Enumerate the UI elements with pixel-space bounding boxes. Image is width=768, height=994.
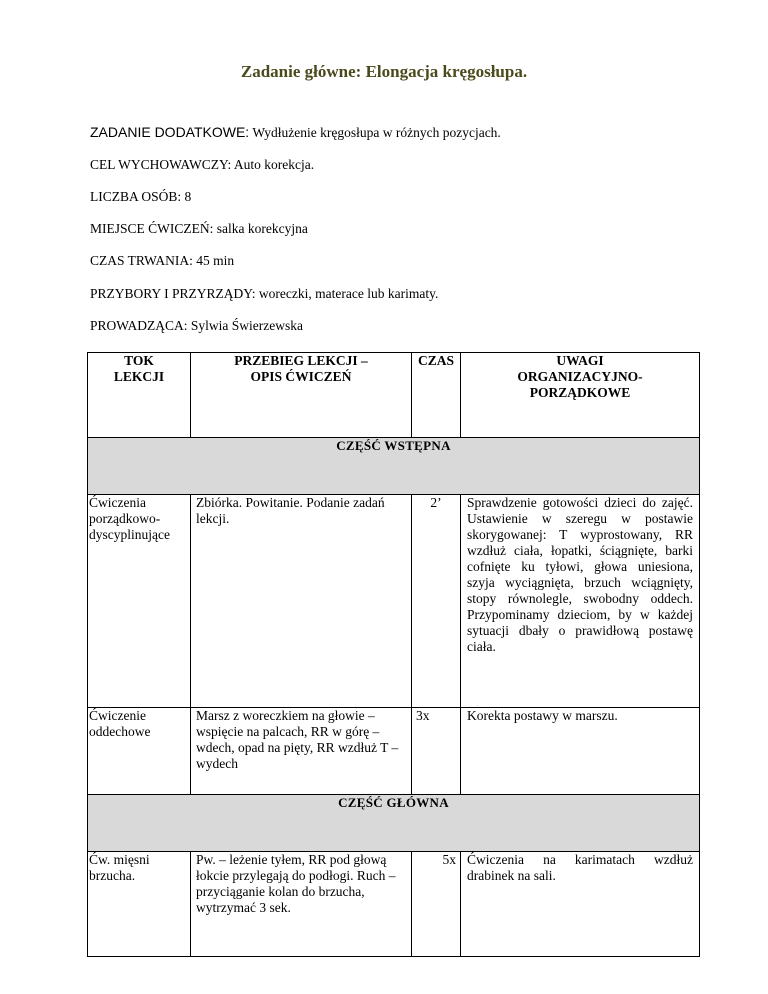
info-prowadzaca: PROWADZĄCA: Sylwia Świerzewska — [90, 318, 303, 333]
table-header-row — [88, 353, 700, 438]
section-main-label: CZĘŚĆ GŁÓWNA — [88, 795, 700, 852]
zadanie-value: Wydłużenie kręgosłupa w różnych pozycjach. — [252, 125, 501, 140]
cell-uwagi: Sprawdzenie gotowości dzieci do zajęć. Ustawienie w szeregu w postawie skorygowanej: T wyprostowany, RR wzdłuż ciała, łopatki, ściągnięte, barki cofnięte ku tyłowi, głowa uniesiona, szyja wyciągnięta, brzuch wciągnięty, stopy równolegle, swobodny oddech. Przypominamy dzieciom, by w każdej sytuacji dbały o prawidłową postawę ciała. — [461, 495, 700, 708]
section-row-intro — [88, 438, 700, 495]
cell-uwagi: Ćwiczenia na karimatach wzdłuż drabinek na sali. — [461, 852, 700, 957]
cell-tok: Ćw. mięsni brzucha. — [88, 852, 191, 957]
info-zadanie-dodatkowe — [90, 124, 501, 141]
zadanie-label: ZADANIE DODATKOWE: — [90, 124, 250, 140]
page-title: Zadanie główne: Elongacja kręgosłupa. — [240, 62, 528, 81]
info-miejsce: MIEJSCE ĆWICZEŃ: salka korekcyjna — [90, 221, 308, 236]
cell-opis: Marsz z woreczkiem na głowie – wspięcie na palcach, RR w górę – wdech, opad na pięty, RR wzdłuż T – wydech — [191, 708, 412, 795]
table-row — [88, 852, 700, 957]
table-row — [88, 495, 700, 708]
header-czas: CZAS — [412, 353, 461, 438]
header-tok: TOK LEKCJI — [88, 353, 191, 438]
lesson-table — [87, 352, 700, 957]
info-liczba: LICZBA OSÓB: 8 — [90, 189, 192, 204]
cell-czas: 3x — [412, 708, 461, 795]
cell-tok: Ćwiczenia porządkowo-dyscyplinujące — [88, 495, 191, 708]
cell-uwagi: Korekta postawy w marszu. — [461, 708, 700, 795]
cell-opis: Pw. – leżenie tyłem, RR pod głową łokcie przylegają do podłogi. Ruch – przyciąganie kolan do brzucha, wytrzymać 3 sek. — [191, 852, 412, 957]
section-intro-label: CZĘŚĆ WSTĘPNA — [88, 438, 700, 495]
cell-tok: Ćwiczenie oddechowe — [88, 708, 191, 795]
info-cel: CEL WYCHOWAWCZY: Auto korekcja. — [90, 157, 315, 172]
info-przybory: PRZYBORY I PRZYRZĄDY: woreczki, materace lub karimaty. — [90, 286, 439, 301]
header-uwagi: UWAGI ORGANIZACYJNO-PORZĄDKOWE — [461, 353, 700, 438]
cell-czas: 5x — [412, 852, 461, 957]
header-przebieg: PRZEBIEG LEKCJI – OPIS ĆWICZEŃ — [191, 353, 412, 438]
info-czas: CZAS TRWANIA: 45 min — [90, 253, 235, 268]
section-row-main — [88, 795, 700, 852]
cell-opis: Zbiórka. Powitanie. Podanie zadań lekcji. — [191, 495, 412, 708]
cell-czas: 2’ — [412, 495, 461, 708]
table-row — [88, 708, 700, 795]
